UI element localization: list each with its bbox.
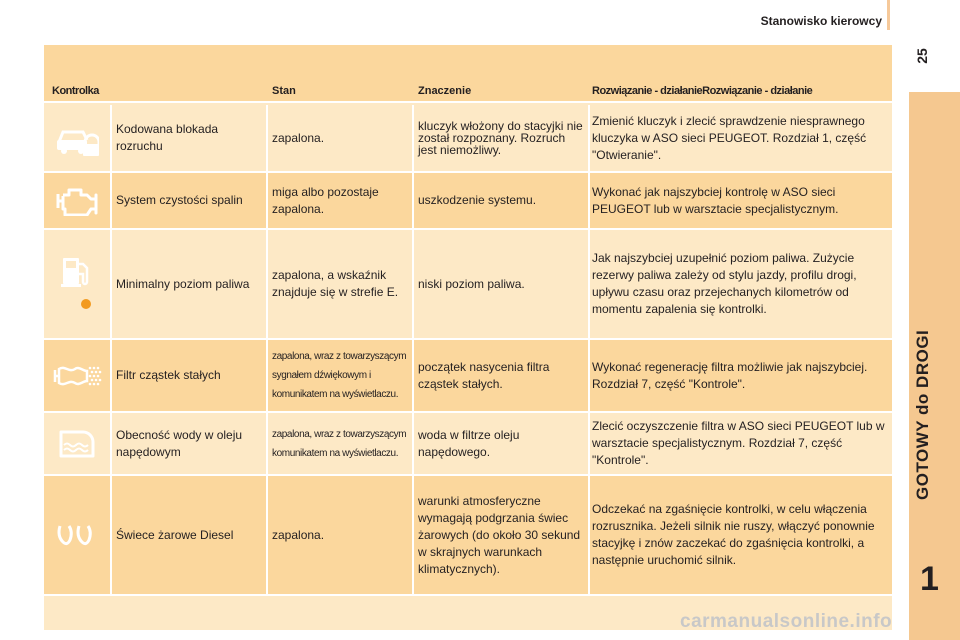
table-top-band	[44, 45, 892, 81]
warning-action: Zmienić kluczyk i zlecić sprawdzenie niesprawnego kluczyka w ASO sieci PEUGEOT. Rozdział 1, część "Otwieranie".	[592, 113, 867, 162]
column-header-znaczenie: Znaczenie	[418, 85, 472, 97]
fuel-pump-icon	[44, 230, 110, 338]
warning-meaning: uszkodzenie systemu.	[418, 193, 537, 207]
warning-state: zapalona.	[272, 527, 325, 542]
header-rule	[887, 0, 890, 30]
warning-name: Minimalny poziom paliwa	[116, 276, 250, 291]
warning-action: Odczekać na zgaśnięcie kontrolki, w celu włączenia rozrusznika. Jeżeli silnik nie ruszy, włączyć ponownie stacyjkę i znów zaczekać do zgaśnięcia kontrolki, a następnie uruchomić silnik.	[592, 502, 875, 567]
warning-lights-table	[44, 45, 892, 630]
warning-action: Zlecić oczyszczenie filtra w ASO sieci PEUGEOT lub w warsztacie specjalistycznym. Rozdział 7, część "Kontrole".	[592, 419, 885, 467]
engine-icon	[44, 173, 110, 228]
column-header-rozwiazanie: Rozwiązanie - działanieRozwiązanie - działanie	[592, 85, 813, 97]
running-header: Stanowisko kierowcy	[760, 14, 882, 28]
water-in-fuel-icon	[44, 413, 110, 474]
page-number: 25	[914, 48, 930, 64]
warning-meaning: początek nasycenia filtra cząstek stałych.	[418, 359, 550, 391]
warning-meaning: kluczyk włożony do stacyjki nie został rozpoznany. Rozruch jest niemożliwy.	[418, 119, 583, 157]
warning-name: Obecność wody w oleju napędowym	[116, 427, 243, 459]
warning-action: Wykonać regenerację filtra możliwie jak najszybciej. Rozdział 7, część "Kontrole".	[592, 359, 868, 391]
warning-meaning: niski poziom paliwa.	[418, 276, 525, 291]
warning-state: miga albo pozostaje zapalona.	[272, 184, 379, 216]
warning-action: Wykonać jak najszybciej kontrolę w ASO sieci PEUGEOT lub w warsztacie specjalistycznym.	[592, 184, 839, 216]
table-row	[44, 476, 892, 596]
table-row	[44, 105, 892, 173]
warning-meaning: warunki atmosferyczne wymagają podgrzania świec żarowych (do około 30 sekund w skrajnych warunkach klimatycznych).	[418, 493, 581, 576]
column-header-stan: Stan	[272, 85, 296, 97]
warning-name: Kodowana blokada rozruchu	[116, 122, 219, 153]
warning-state: zapalona, a wskaźnik znajduje się w strefie E.	[272, 268, 399, 299]
warning-action: Jak najszybciej uzupełnić poziom paliwa. Zużycie rezerwy paliwa zależy od stylu jazdy, profilu drogi, upływu czasu oraz przejechanych kilometrów od momentu zapalenia się kontrolki.	[592, 251, 857, 316]
warning-name: System czystości spalin	[116, 193, 243, 207]
table-row	[44, 340, 892, 413]
warning-name: Filtr cząstek stałych	[116, 368, 221, 382]
column-header-kontrolka: Kontrolka	[52, 85, 99, 97]
table-row	[44, 413, 892, 476]
chapter-number: 1	[920, 560, 939, 598]
chapter-tab-label: GOTOWY do DROGI	[913, 329, 932, 500]
warning-state: zapalona, wraz z towarzyszącym komunikatem na wyświetlaczu.	[272, 428, 407, 459]
table-row	[44, 173, 892, 230]
warning-state: zapalona, wraz z towarzyszącym sygnałem dźwiękowym i komunikatem na wyświetlaczu.	[272, 351, 407, 400]
table-header-row	[44, 81, 892, 103]
glow-plug-icon	[44, 476, 110, 594]
warning-name: Świece żarowe Diesel	[116, 527, 234, 542]
table-row	[44, 230, 892, 340]
warning-state: zapalona.	[272, 130, 325, 145]
watermark: carmanualsonline.info	[680, 611, 893, 632]
warning-meaning: woda w filtrze oleju napędowego.	[418, 427, 520, 459]
immobiliser-icon	[44, 105, 110, 171]
particle-filter-icon	[44, 340, 110, 411]
